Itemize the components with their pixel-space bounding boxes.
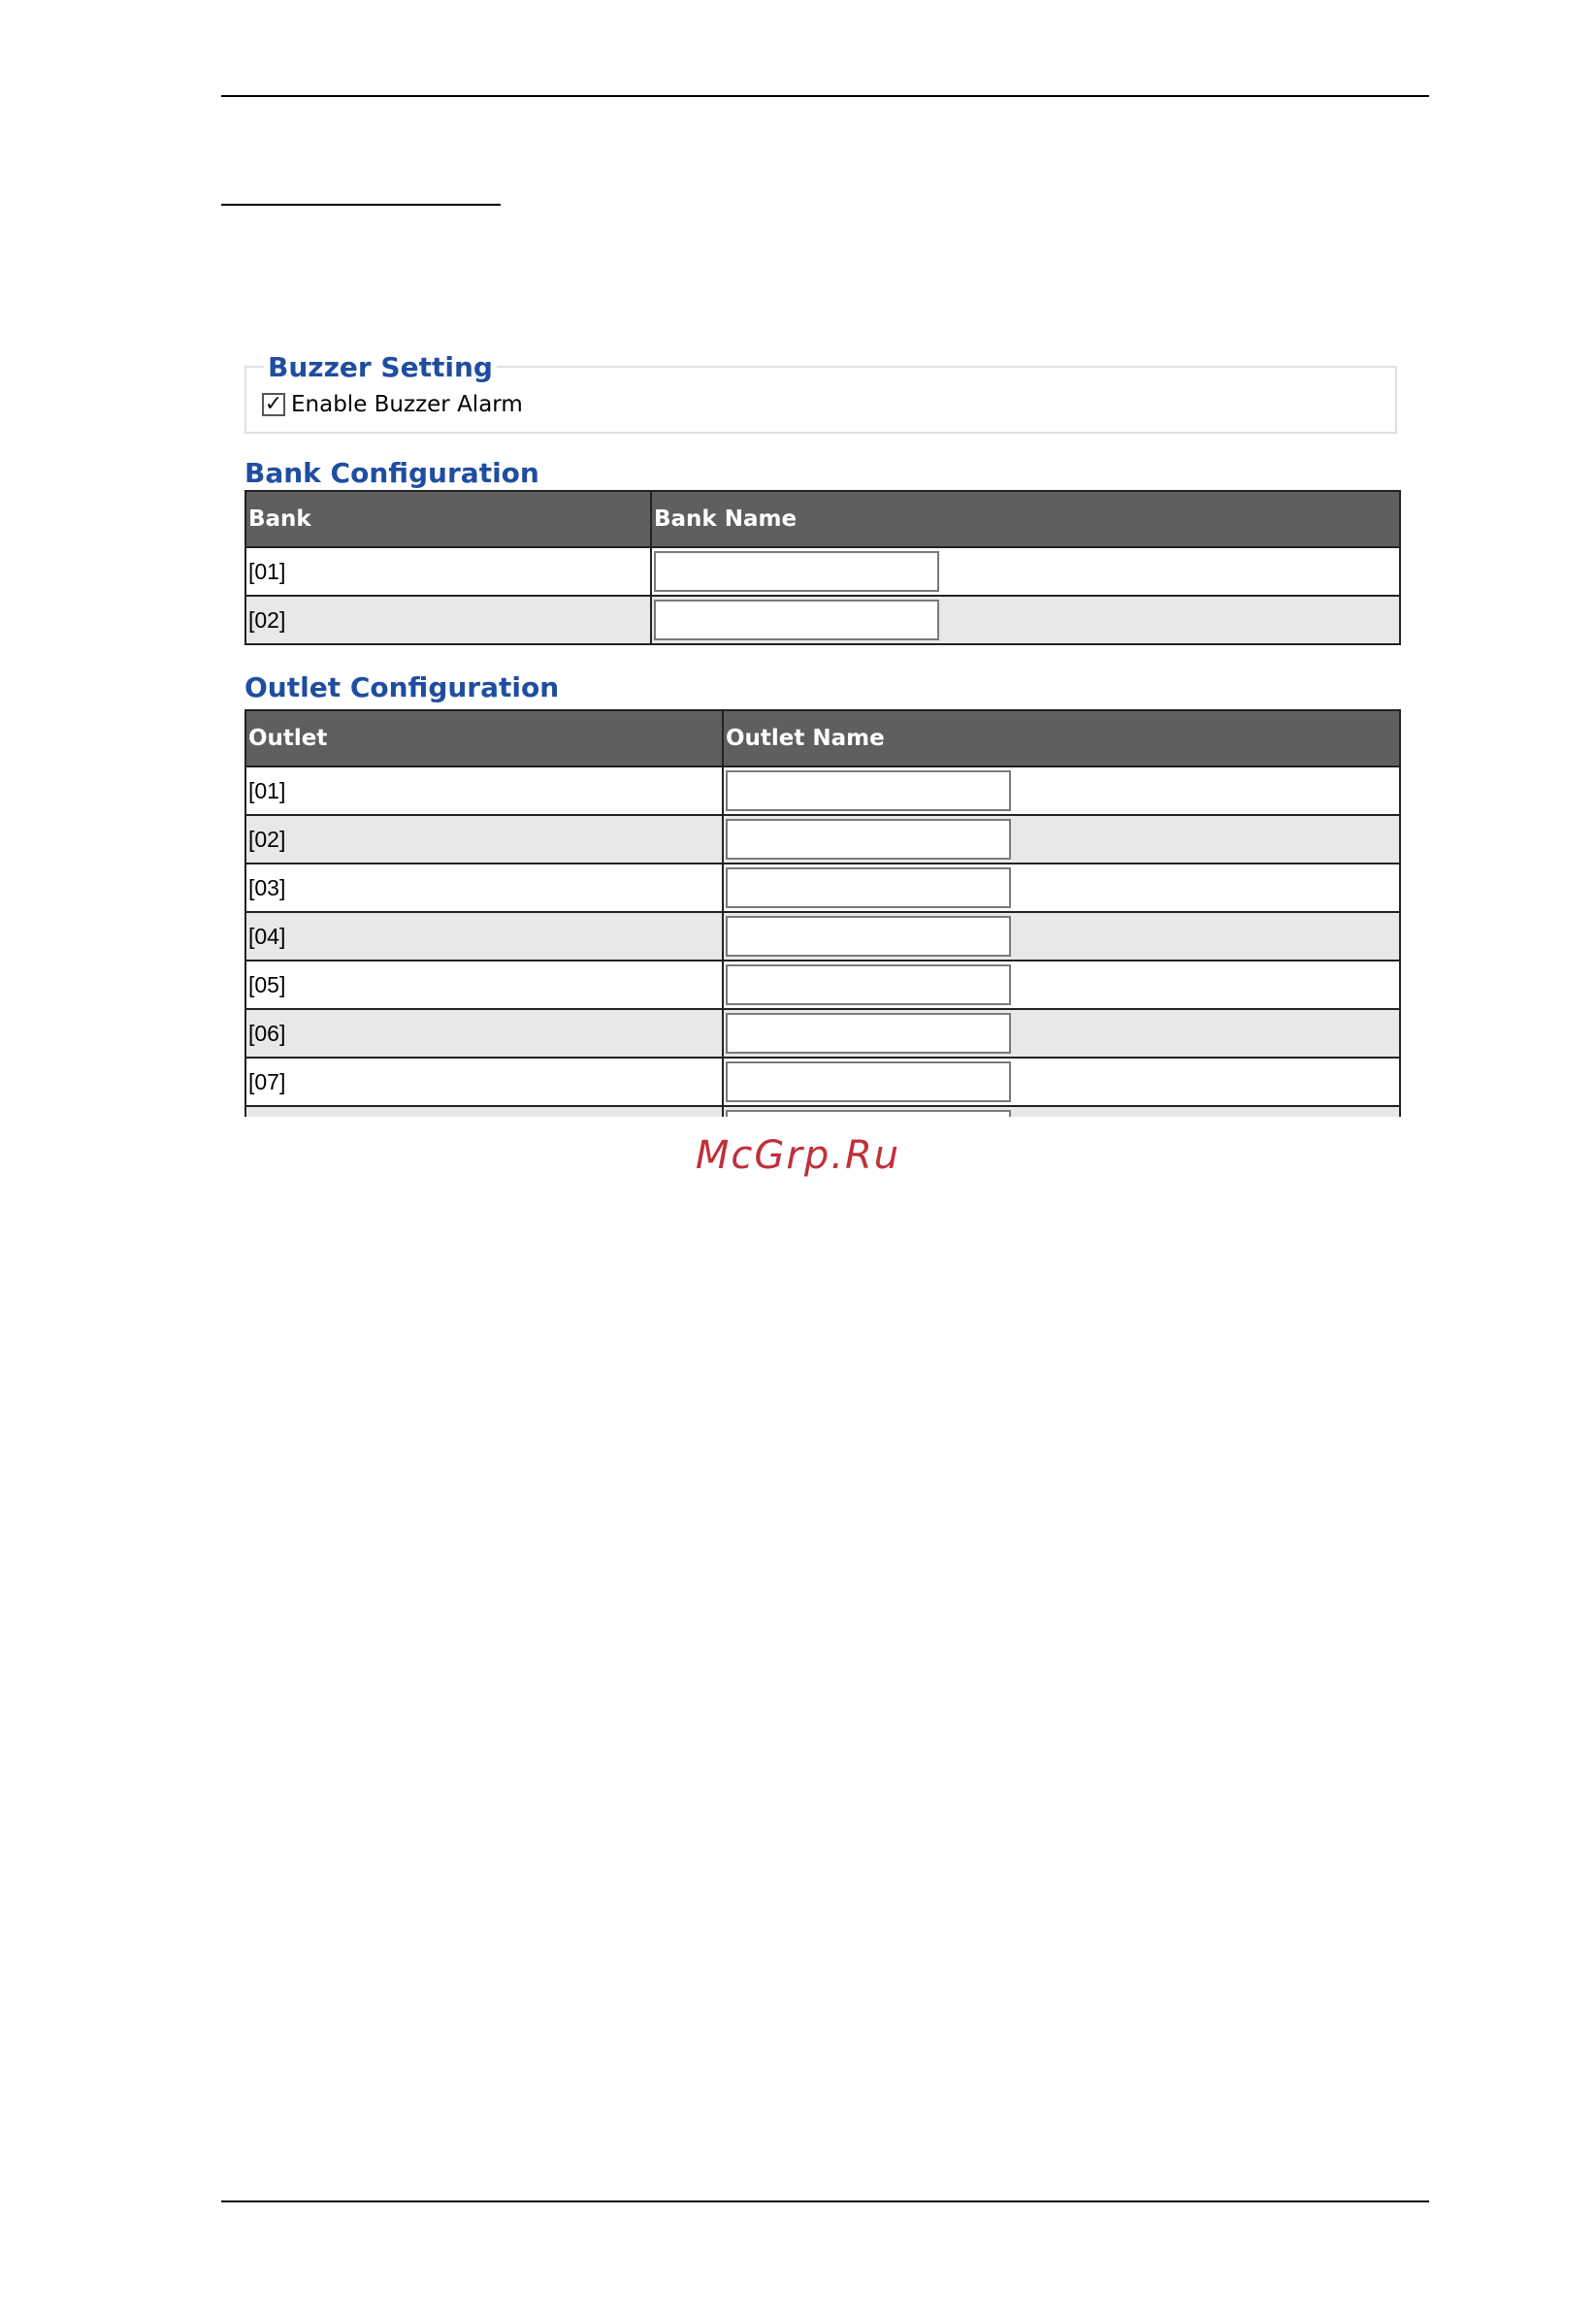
outlet-row: [245, 864, 1400, 912]
outlet-name-cell: [723, 766, 1400, 815]
bank-name-cell: [651, 547, 1400, 596]
outlet-name-input[interactable]: [726, 1110, 1011, 1117]
outlet-id: [02]: [245, 815, 723, 864]
outlet-row: [245, 961, 1400, 1009]
outlet-id: [05]: [245, 961, 723, 1009]
outlet-id: [06]: [245, 1009, 723, 1058]
outlet-column-header: Outlet: [245, 710, 723, 766]
outlet-name-cell: [723, 864, 1400, 912]
outlet-name-cell: [723, 1058, 1400, 1106]
bank-name-cell: [651, 596, 1400, 644]
outlet-row: [245, 815, 1400, 864]
bank-name-input[interactable]: [654, 600, 939, 640]
header-rule: [221, 95, 1429, 97]
bank-configuration-table: [244, 490, 1401, 645]
outlet-configuration-title: Outlet Configuration: [244, 671, 560, 703]
outlet-table-viewport: [244, 709, 1401, 1117]
bank-row: [245, 547, 1400, 596]
outlet-id: [245, 1106, 723, 1117]
outlet-name-input[interactable]: [726, 964, 1011, 1005]
outlet-row-partial: [245, 1106, 1400, 1117]
outlet-name-column-header: Outlet Name: [723, 710, 1400, 766]
footer-rule: [221, 2200, 1429, 2202]
outlet-id: [03]: [245, 864, 723, 912]
outlet-name-input[interactable]: [726, 770, 1011, 811]
outlet-name-cell: [723, 912, 1400, 961]
bank-name-input[interactable]: [654, 551, 939, 592]
bank-column-header: Bank: [245, 491, 651, 547]
bank-id: [02]: [245, 596, 651, 644]
bank-name-column-header: Bank Name: [651, 491, 1400, 547]
outlet-name-cell: [723, 1106, 1400, 1117]
outlet-row: [245, 1009, 1400, 1058]
outlet-id: [07]: [245, 1058, 723, 1106]
outlet-row: [245, 766, 1400, 815]
enable-buzzer-row[interactable]: [262, 392, 523, 417]
bank-configuration-title: Bank Configuration: [244, 457, 539, 489]
outlet-name-cell: [723, 961, 1400, 1009]
bank-row: [245, 596, 1400, 644]
outlet-row: [245, 1058, 1400, 1106]
enable-buzzer-checkbox[interactable]: [262, 393, 285, 416]
outlet-row: [245, 912, 1400, 961]
outlet-name-cell: [723, 1009, 1400, 1058]
outlet-name-cell: [723, 815, 1400, 864]
outlet-name-input[interactable]: [726, 819, 1011, 860]
watermark: McGrp.Ru: [695, 1133, 901, 1178]
outlet-name-input[interactable]: [726, 1061, 1011, 1102]
outlet-id: [04]: [245, 912, 723, 961]
buzzer-setting-legend: Buzzer Setting: [264, 351, 497, 384]
outlet-configuration-table: [244, 709, 1401, 1117]
bank-id: [01]: [245, 547, 651, 596]
checkmark-icon: ✓: [264, 392, 283, 416]
outlet-id: [01]: [245, 766, 723, 815]
outlet-name-input[interactable]: [726, 867, 1011, 908]
enable-buzzer-label: Enable Buzzer Alarm: [291, 392, 523, 417]
section-heading-underline: [221, 204, 501, 206]
outlet-name-input[interactable]: [726, 1013, 1011, 1054]
outlet-name-input[interactable]: [726, 916, 1011, 957]
